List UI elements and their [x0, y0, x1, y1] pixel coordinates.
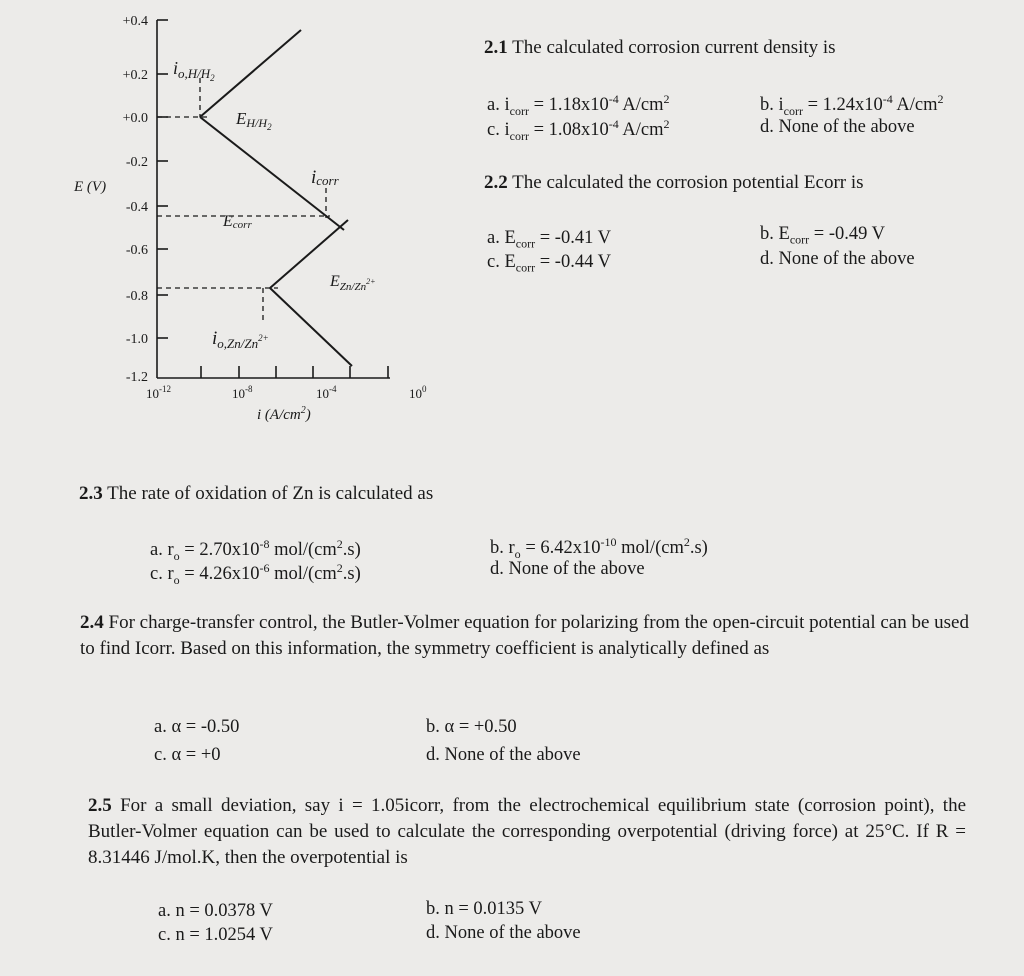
x-tick-label: $10^{-4}$	[316, 384, 337, 401]
question-text: The calculated the corrosion potential Ecorr is	[512, 172, 864, 193]
question-number: 2.4	[80, 612, 104, 633]
option-2-4-d[interactable]: d. None of the above	[426, 745, 581, 765]
label-i-corr: icorr	[311, 167, 339, 188]
question-number: 2.5	[88, 795, 112, 816]
question-number: 2.2	[484, 172, 508, 193]
label-io-h: $i_{o,H/H}2$	[173, 58, 215, 83]
x-tick-label: $10^{-8}$	[232, 384, 253, 401]
option-2-5-c[interactable]: c. n = 1.0254 V	[158, 925, 273, 945]
option-2-4-c[interactable]: c. α = +0	[154, 745, 221, 765]
question-text: For charge-transfer control, the Butler-Volmer equation for polarizing from the open-circuit potential can be used to find Icorr. Based on this information, the symmetry coefficient is analytically defined as	[80, 612, 969, 659]
option-2-4-b[interactable]: b. α = +0.50	[426, 717, 517, 737]
hydrogen-line	[200, 30, 301, 117]
question-text: For a small deviation, say i = 1.05icorr, from the electrochemical equilibrium state (corrosion point), the Butler-Volmer equation can be used to calculate the corresponding overpotential (driving force) at 25°C. If R = 8.31446 J/mol.K, then the overpotential is	[88, 795, 966, 868]
label-e-zn: $E_{Zn/Zn}^{2+}$	[330, 273, 376, 293]
option-2-5-d[interactable]: d. None of the above	[426, 923, 581, 943]
y-tick-label: +0.0	[122, 111, 148, 126]
option-2-3-c[interactable]: c. $r_o = 4.26x10^{-6}$ mol/$(cm^2.s)$	[150, 561, 361, 587]
question-2-3	[79, 483, 433, 505]
y-tick-label: -0.6	[125, 243, 148, 258]
y-tick-label: -0.8	[125, 289, 148, 304]
question-2-1	[484, 37, 836, 59]
x-tick-label: $10^0$	[409, 384, 427, 401]
label-io-zn: $i_{o,Zn/Zn}^{2+}$	[212, 328, 269, 351]
question-2-4	[80, 610, 970, 662]
option-2-4-a[interactable]: a. α = -0.50	[154, 717, 240, 737]
x-tick-label: $10^{-12}$	[146, 384, 171, 401]
y-tick-label: +0.2	[122, 68, 148, 83]
question-number: 2.3	[79, 483, 103, 504]
option-2-3-a[interactable]: a. $r_o = 2.70x10^{-8}$ mol/$(cm^2.s)$	[150, 537, 361, 563]
zinc-line	[270, 288, 352, 366]
option-2-2-d[interactable]: d. None of the above	[760, 249, 915, 269]
question-text: The rate of oxidation of Zn is calculated as	[107, 483, 434, 504]
label-e-corr: Ecorr	[223, 213, 252, 231]
y-tick-label: -1.2	[125, 370, 148, 385]
y-tick-label: -0.2	[125, 155, 148, 170]
option-2-1-b[interactable]: b. $i_{corr} = 1.24x10^{-4}$ $A/cm^2$	[760, 92, 944, 118]
label-e-h: EH/H2	[236, 109, 272, 132]
option-2-1-a[interactable]: a. $i_{corr} = 1.18x10^{-4}$ $A/cm^2$	[487, 92, 670, 118]
option-2-3-b[interactable]: b. $r_o = 6.42x10^{-10}$ mol/$(cm^2.s)$	[490, 535, 708, 561]
option-2-5-a[interactable]: a. n = 0.0378 V	[158, 901, 273, 921]
question-text: The calculated corrosion current density is	[512, 37, 836, 58]
option-2-5-b[interactable]: b. n = 0.0135 V	[426, 899, 542, 919]
option-2-1-d[interactable]: d. None of the above	[760, 117, 915, 137]
question-2-2	[484, 172, 864, 194]
y-tick-label: -1.0	[125, 332, 148, 347]
option-2-1-c[interactable]: c. $i_{corr} = 1.08x10^{-4}$ $A/cm^2$	[487, 117, 670, 143]
y-tick-label: -0.4	[125, 200, 148, 215]
question-number: 2.1	[484, 37, 508, 58]
y-tick-label: +0.4	[122, 14, 148, 29]
option-2-2-a[interactable]: a. $E_{corr} = -0.41$ V	[487, 228, 611, 251]
option-2-2-b[interactable]: b. $E_{corr} = -0.49$ V	[760, 224, 886, 247]
evans-diagram	[60, 8, 530, 448]
question-2-5	[88, 793, 966, 871]
x-axis-label: i $(A/cm^2)$	[257, 405, 311, 423]
option-2-3-d[interactable]: d. None of the above	[490, 559, 645, 579]
y-axis-label: E (V)	[74, 179, 107, 195]
option-2-2-c[interactable]: c. $E_{corr} = -0.44$ V	[487, 252, 611, 275]
